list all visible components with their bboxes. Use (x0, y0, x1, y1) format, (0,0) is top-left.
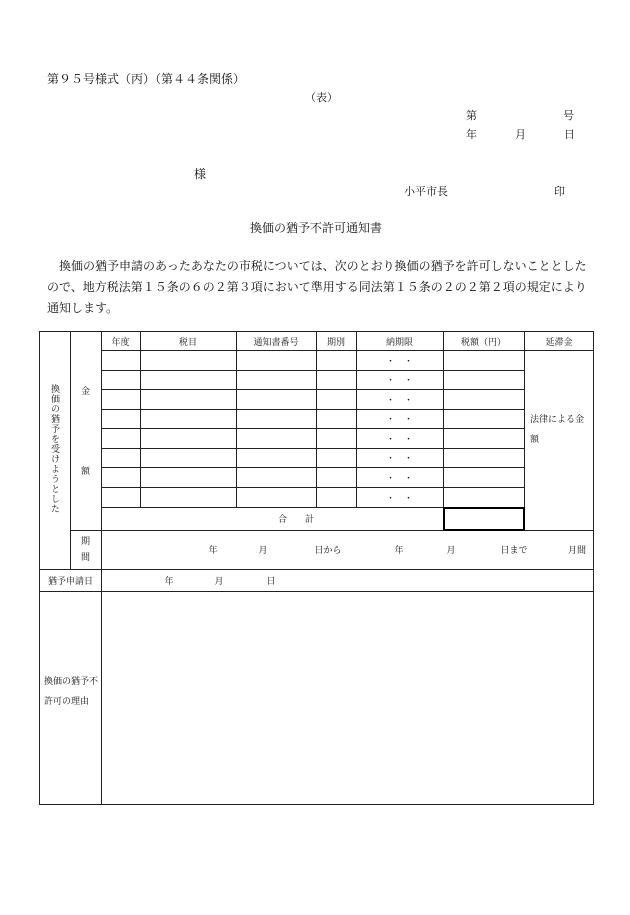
col-header-notice-number: 通知書番号 (253, 337, 299, 348)
date-year: 年 (466, 128, 477, 141)
period-from-day: 日から (314, 546, 342, 556)
due-date-cell: ・ ・ (385, 415, 413, 425)
due-date-cell: ・ ・ (385, 395, 413, 406)
due-date-cell: ・ ・ (385, 376, 413, 386)
col-header-tax-item: 税目 (178, 337, 197, 348)
document-title: 換価の猶予不許可通知書 (250, 221, 383, 235)
application-date-year: 年 (164, 576, 174, 587)
due-date-cell: ・ ・ (385, 493, 413, 504)
col-header-due-date: 納期限 (385, 337, 413, 348)
number-prefix: 第 (466, 109, 477, 122)
total-amount-box (443, 507, 525, 531)
col-header-period: 期別 (326, 337, 345, 348)
col-header-late-fee: 延滞金 (545, 337, 573, 348)
reason-label: 換価の猶予不許可の理由 (44, 677, 99, 707)
date-day: 日 (564, 128, 575, 141)
period-from-year: 年 (208, 546, 218, 556)
col-header-fiscal-year: 年度 (111, 337, 130, 348)
side-label: （表） (305, 91, 338, 104)
application-date-month: 月 (214, 576, 224, 587)
due-date-cell: ・ ・ (385, 434, 413, 445)
section-label: 換価の猶予を受けようとした (49, 384, 59, 514)
due-date-cell: ・ ・ (385, 454, 413, 464)
period-label: 期間 (80, 537, 91, 563)
period-to-month: 月 (446, 546, 456, 556)
notice-body: 換価の猶予申請のあったあなたの市税については、次のとおり換価の猶予を許可しないこととしたので、地方税法第１５条の６の２第３項において準用する同法第１５条の２の２第２項の規定により通知します。 (47, 259, 587, 315)
seal-mark: 印 (554, 185, 565, 198)
due-date-cell: ・ ・ (385, 473, 413, 484)
due-date-cell: ・ ・ (385, 356, 413, 367)
amount-label-gaku: 額 (80, 466, 90, 477)
issuer-name: 小平市長 (404, 185, 448, 198)
period-to-day: 日まで (500, 546, 528, 556)
legal-amount-label: 法律による金額 (530, 415, 585, 445)
amount-label-kin: 金 (80, 386, 90, 397)
total-label: 合 計 (277, 515, 314, 525)
period-from-month: 月 (258, 546, 268, 556)
col-header-tax-amount: 税額（円） (460, 337, 506, 348)
date-month: 月 (515, 128, 526, 141)
application-date-label: 猶予申請日 (47, 576, 93, 587)
number-suffix: 号 (563, 109, 574, 122)
application-date-day: 日 (266, 576, 276, 587)
notice-form-table (39, 331, 594, 805)
period-to-year: 年 (394, 546, 404, 556)
period-months: 月間 (567, 546, 586, 556)
form-number: 第９５号様式（丙）（第４４条関係） (47, 72, 246, 86)
addressee-honorific: 様 (194, 167, 207, 181)
